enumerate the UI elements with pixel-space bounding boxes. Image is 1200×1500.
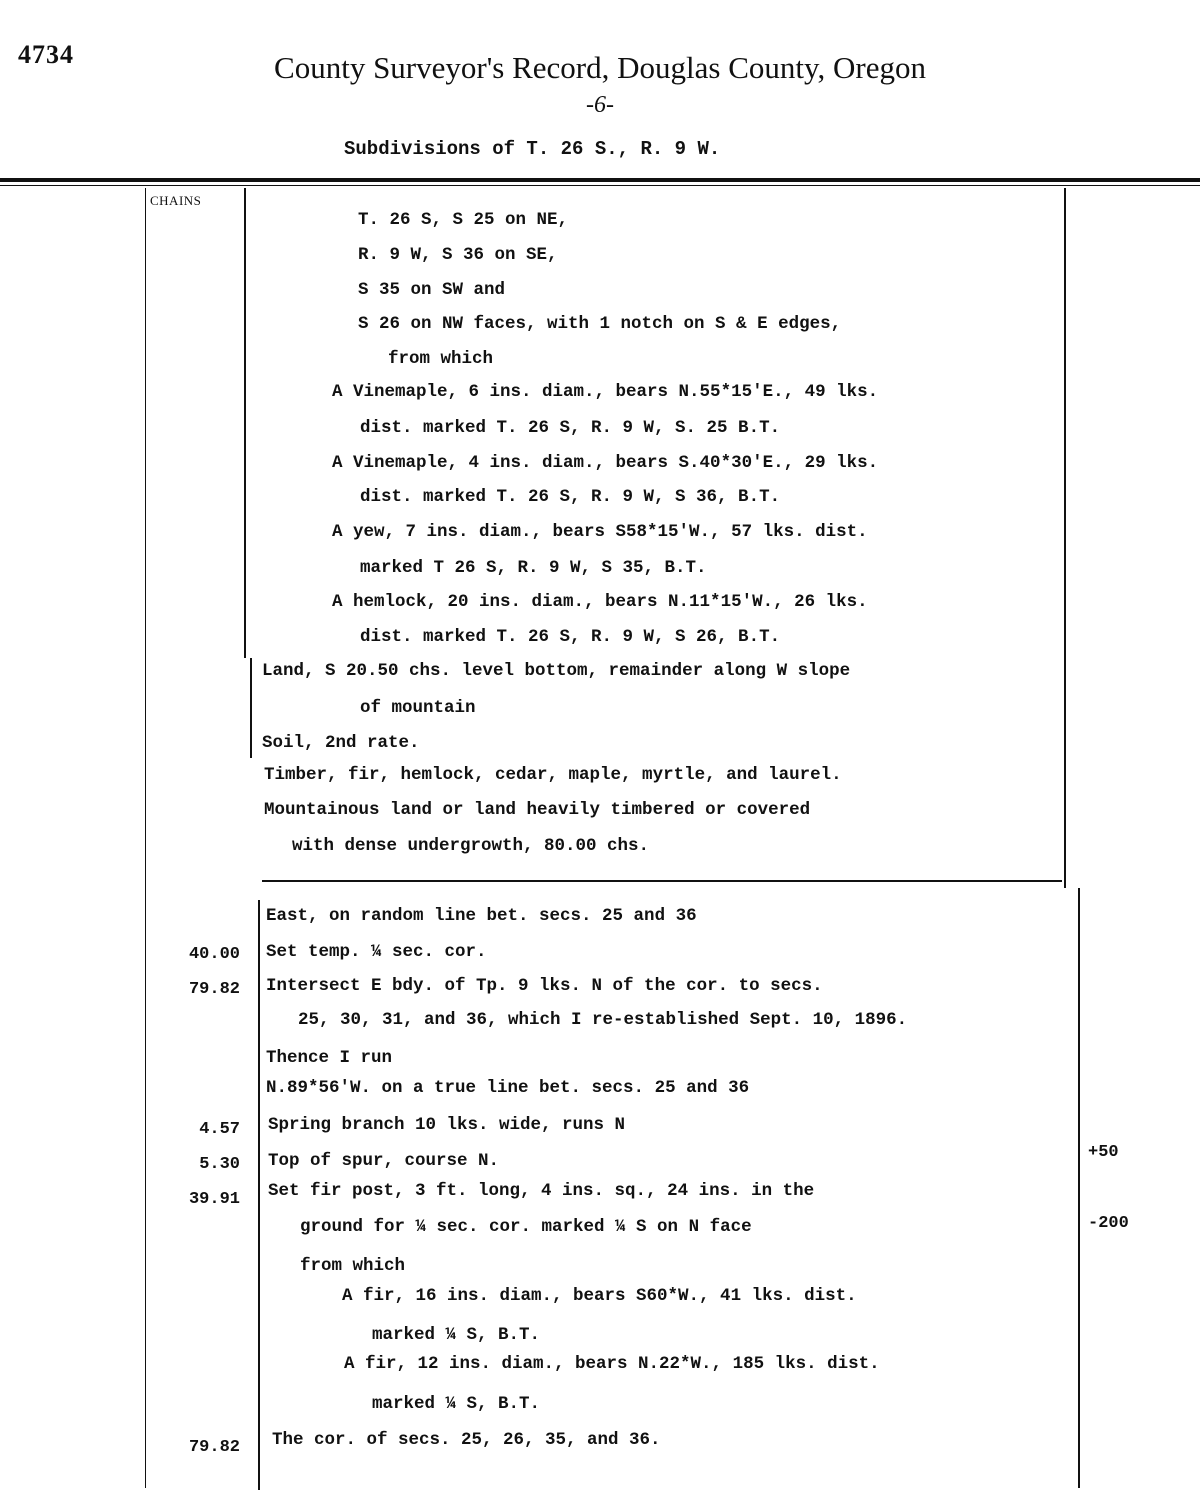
entry-line: Spring branch 10 lks. wide, runs N	[268, 1115, 626, 1135]
top-rule-thin	[0, 185, 1200, 186]
left-margin-rule	[145, 188, 146, 1488]
chain-value: 4.57	[199, 1120, 240, 1139]
section-separator	[262, 880, 1062, 882]
chain-value: 40.00	[188, 945, 240, 964]
entry-line: Set temp. ¼ sec. cor.	[266, 942, 487, 962]
chains-column-rule-bottom	[258, 900, 260, 1490]
entry-line: from which	[300, 1256, 406, 1276]
margin-note: -200	[1088, 1214, 1129, 1233]
entry-line: The cor. of secs. 25, 26, 35, and 36.	[272, 1430, 661, 1450]
entry-line: T. 26 S, S 25 on NE,	[358, 210, 569, 230]
sheet-number: -6-	[586, 92, 614, 118]
chain-value: 39.91	[188, 1190, 240, 1209]
entry-line: Set fir post, 3 ft. long, 4 ins. sq., 24 ins. in the	[268, 1181, 815, 1201]
entry-line: A fir, 12 ins. diam., bears N.22*W., 185 lks. dist.	[344, 1354, 880, 1374]
record-title: County Surveyor's Record, Douglas County, Oregon	[274, 50, 926, 85]
entry-line: Soil, 2nd rate.	[262, 733, 420, 753]
entry-line: Land, S 20.50 chs. level bottom, remainder along W slope	[262, 661, 851, 681]
chains-column-rule	[244, 188, 246, 658]
page-number: 4734	[18, 40, 74, 69]
entry-line: R. 9 W, S 36 on SE,	[358, 245, 558, 265]
entry-line: marked T 26 S, R. 9 W, S 35, B.T.	[360, 558, 707, 578]
entry-line: 25, 30, 31, and 36, which I re-established Sept. 10, 1896.	[298, 1010, 908, 1030]
chain-value: 5.30	[199, 1155, 240, 1174]
entry-line: dist. marked T. 26 S, R. 9 W, S. 25 B.T.	[360, 418, 781, 438]
entry-line: S 35 on SW and	[358, 280, 506, 300]
top-rule-thick	[0, 178, 1200, 182]
entry-line: ground for ¼ sec. cor. marked ¼ S on N face	[300, 1217, 752, 1237]
entry-line: with dense undergrowth, 80.00 chs.	[292, 836, 650, 856]
chains-column-rule-lower	[250, 658, 252, 758]
margin-note: +50	[1088, 1143, 1119, 1162]
right-column-rule-lower	[1078, 888, 1080, 1488]
entry-line: A Vinemaple, 4 ins. diam., bears S.40*30'E., 29 lks.	[332, 453, 879, 473]
entry-line: dist. marked T. 26 S, R. 9 W, S 26, B.T.	[360, 627, 781, 647]
entry-line: Thence I run	[266, 1048, 393, 1068]
chains-header: CHAINS	[150, 193, 202, 208]
entry-line: A fir, 16 ins. diam., bears S60*W., 41 lks. dist.	[342, 1286, 857, 1306]
right-column-rule	[1064, 188, 1066, 888]
entry-line: dist. marked T. 26 S, R. 9 W, S 36, B.T.	[360, 487, 781, 507]
entry-line: Top of spur, course N.	[268, 1151, 500, 1171]
chain-value: 79.82	[188, 1438, 240, 1457]
entry-line: East, on random line bet. secs. 25 and 36	[266, 906, 697, 926]
entry-line: marked ¼ S, B.T.	[372, 1394, 541, 1414]
entry-line: from which	[388, 349, 494, 369]
entry-line: N.89*56'W. on a true line bet. secs. 25 and 36	[266, 1078, 750, 1098]
entry-line: Intersect E bdy. of Tp. 9 lks. N of the cor. to secs.	[266, 976, 823, 996]
chain-value: 79.82	[188, 980, 240, 999]
entry-line: Mountainous land or land heavily timbered or covered	[264, 800, 811, 820]
entry-line: marked ¼ S, B.T.	[372, 1325, 541, 1345]
entry-line: A hemlock, 20 ins. diam., bears N.11*15'W., 26 lks.	[332, 592, 868, 612]
entry-line: of mountain	[360, 698, 476, 718]
entry-line: A yew, 7 ins. diam., bears S58*15'W., 57 lks. dist.	[332, 522, 868, 542]
entry-line: S 26 on NW faces, with 1 notch on S & E edges,	[358, 314, 842, 334]
subtitle: Subdivisions of T. 26 S., R. 9 W.	[344, 138, 721, 160]
entry-line: A Vinemaple, 6 ins. diam., bears N.55*15'E., 49 lks.	[332, 382, 879, 402]
entry-line: Timber, fir, hemlock, cedar, maple, myrtle, and laurel.	[264, 765, 842, 785]
